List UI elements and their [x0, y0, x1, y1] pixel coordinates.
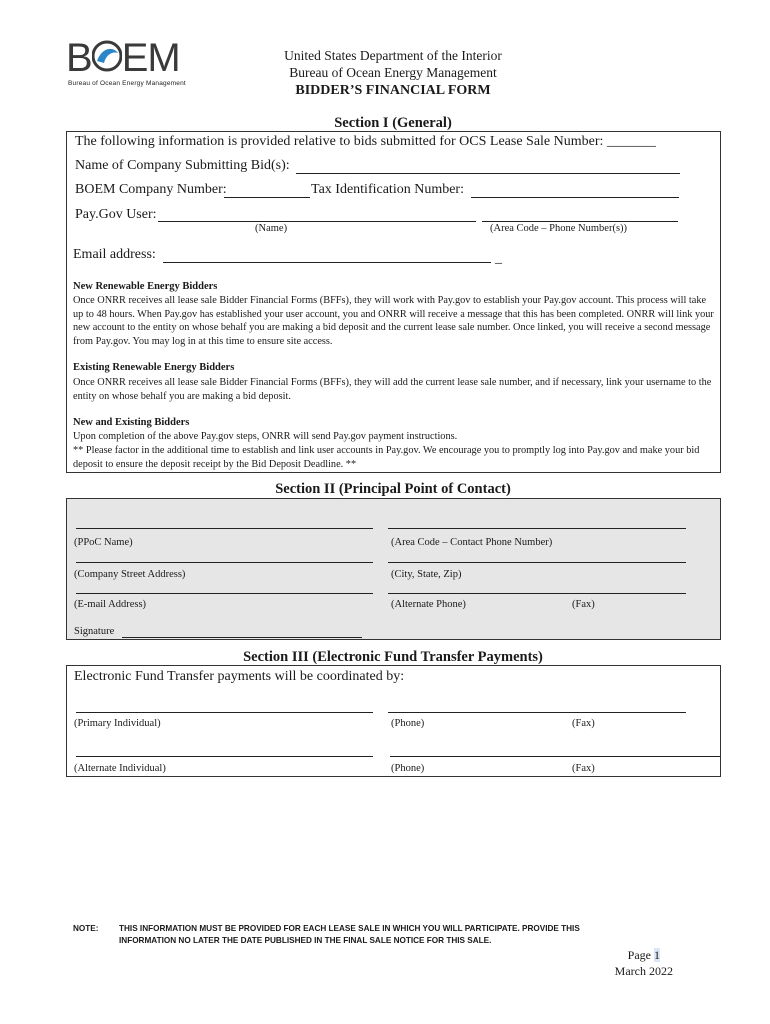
city-label: (City, State, Zip)	[391, 569, 462, 580]
alt-phone-label: (Alternate Phone)	[391, 599, 466, 610]
existing-bidders-text: Once ONRR receives all lease sale Bidder Financial Forms (BFFs), they will add the current lease sale number, and if necessary, link your username to the entity on whose behalf you are making a bid deposit.	[73, 377, 712, 402]
alternate-phone-field[interactable]	[390, 756, 720, 757]
new-bidders-text: Once ONRR receives all lease sale Bidder Financial Forms (BFFs), they will work with Pay.gov to establish your Pay.gov account. This process will take up to 48 hours. When Pay.gov has established your user account, you and ONRR will receive a message that this has been completed. ONRR will link your new account to the entity on whose behalf you are making a bid deposit and the current lease sale number. Once linked, you will receive a second message from Pay.gov. You may log in at this time to ensure site access.	[73, 295, 714, 347]
city-field[interactable]	[388, 562, 686, 563]
company-name-field[interactable]	[296, 173, 680, 174]
both-bidders-text-1: Upon completion of the above Pay.gov steps, ONRR will send Pay.gov payment instructions.	[73, 431, 458, 442]
email-label: Email address:	[73, 247, 156, 262]
logo-wordmark: B EM	[66, 36, 180, 80]
wave-icon	[92, 39, 122, 73]
paygov-phone-field[interactable]	[482, 221, 678, 222]
page-number: 1	[654, 948, 660, 962]
eft-intro: Electronic Fund Transfer payments will be coordinated by:	[74, 669, 405, 684]
form-title: BIDDER’S FINANCIAL FORM	[295, 83, 491, 98]
primary-phone-label: (Phone)	[391, 718, 425, 729]
ppoc-name-label: (PPoC Name)	[74, 537, 133, 548]
contact-phone-label: (Area Code – Contact Phone Number)	[391, 537, 553, 548]
header-dept: United States Department of the Interior	[284, 48, 502, 63]
primary-phone-field[interactable]	[388, 712, 686, 713]
boem-number-field[interactable]	[224, 197, 310, 198]
tax-id-label: Tax Identification Number:	[311, 182, 464, 197]
ppoc-name-field[interactable]	[76, 528, 373, 529]
alternate-phone-label: (Phone)	[391, 763, 425, 774]
signature-field[interactable]	[122, 637, 362, 638]
section2-title: Section II (Principal Point of Contact)	[275, 481, 511, 497]
signature-label: Signature	[74, 626, 115, 637]
note-line-2: INFORMATION NO LATER THE DATE PUBLISHED IN THE FINAL SALE NOTICE FOR THIS SALE.	[119, 936, 492, 945]
phone-caption: (Area Code – Phone Number(s))	[490, 223, 628, 234]
fax-label: (Fax)	[572, 599, 595, 610]
alternate-fax-label: (Fax)	[572, 763, 595, 774]
logo-subtitle: Bureau of Ocean Energy Management	[68, 80, 186, 87]
boem-number-label: BOEM Company Number:	[75, 182, 227, 197]
both-bidders-heading: New and Existing Bidders	[73, 417, 190, 428]
company-name-label: Name of Company Submitting Bid(s):	[75, 158, 290, 173]
existing-bidders-heading: Existing Renewable Energy Bidders	[73, 362, 235, 373]
page-label: Page	[627, 948, 651, 962]
section1-box	[66, 131, 721, 473]
alternate-individual-label: (Alternate Individual)	[74, 763, 166, 774]
paygov-name-field[interactable]	[158, 221, 476, 222]
section3-box	[66, 665, 721, 777]
email-field[interactable]	[76, 593, 373, 594]
new-bidders-heading: New Renewable Energy Bidders	[73, 281, 218, 292]
note-line-1: THIS INFORMATION MUST BE PROVIDED FOR EACH LEASE SALE IN WHICH YOU WILL PARTICIPATE. PROVIDE THIS	[119, 924, 580, 933]
boem-logo	[66, 38, 206, 90]
footer-date: March 2022	[614, 964, 673, 978]
note-label: NOTE:	[73, 924, 99, 933]
name-caption: (Name)	[255, 223, 288, 234]
primary-individual-field[interactable]	[76, 712, 373, 713]
page-indicator	[628, 948, 660, 963]
alternate-individual-field[interactable]	[76, 756, 373, 757]
section1-title: Section I (General)	[334, 115, 452, 131]
primary-fax-label: (Fax)	[572, 718, 595, 729]
both-bidders-text-2: ** Please factor in the additional time to establish and link user accounts in Pay.gov. We encourage you to promptly log into Pay.gov and make your bid deposit to ensure the deposit receipt by the Bid Deposit Deadline. **	[73, 445, 700, 470]
contact-phone-field[interactable]	[388, 528, 686, 529]
section3-title: Section III (Electronic Fund Transfer Payments)	[243, 649, 543, 665]
street-field[interactable]	[76, 562, 373, 563]
header-bureau: Bureau of Ocean Energy Management	[289, 65, 497, 80]
email-suffix: _	[495, 251, 502, 266]
alt-phone-field[interactable]	[388, 593, 686, 594]
tax-id-field[interactable]	[471, 197, 679, 198]
section2-box	[66, 498, 721, 640]
lease-sale-line: The following information is provided relative to bids submitted for OCS Lease Sale Number: _______	[75, 134, 656, 149]
paygov-label: Pay.Gov User:	[75, 207, 157, 222]
street-label: (Company Street Address)	[74, 569, 186, 580]
email-field[interactable]	[163, 262, 491, 263]
primary-individual-label: (Primary Individual)	[74, 718, 161, 729]
email-label: (E-mail Address)	[74, 599, 147, 610]
